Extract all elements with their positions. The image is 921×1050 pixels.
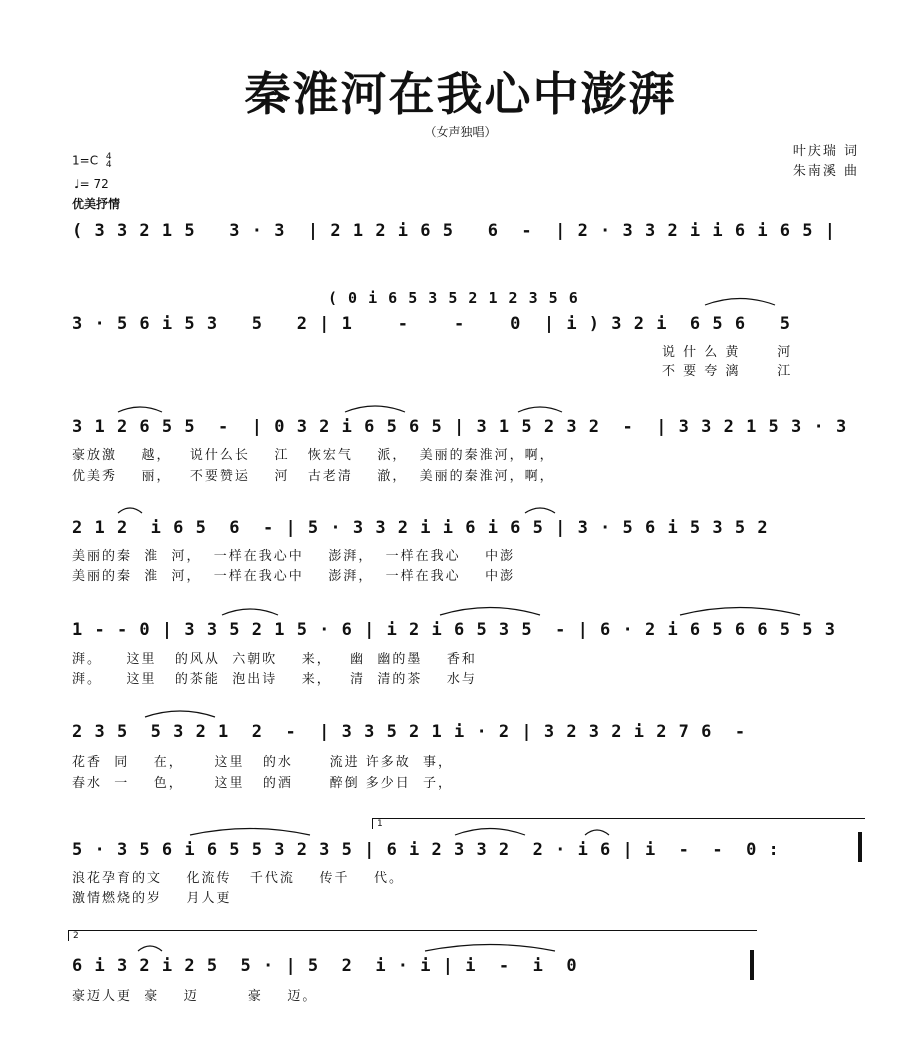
final-barline [750,950,754,980]
score-line-2: 3 · 5 6 i 5 3 5 2 | 1 - - 0 | i ) 3 2 i 6 5 6 5 [72,314,792,334]
expression-marking [72,195,120,212]
time-sig-top: 4 [105,152,112,162]
expression-text: 优美抒情 [72,197,121,211]
time-signature [106,153,112,169]
lyrics-line-7-verse-1: 浪花孕育的文 化流传 千代流 传千 代。 [72,871,404,886]
lyrics-line-7-verse-2: 激情燃烧的岁 月人更 [72,891,232,906]
lyrics-line-2-verse-2: 不 要 夸 漓 江 [662,364,793,379]
score-line-6: 2 3 5 5 3 2 1 2 - | 3 3 5 2 1 i · 2 | 3 2 3 2 i 2 7 6 - [72,722,747,742]
lyrics-line-6-verse-1: 花香 同 在， 这里 的水 流进 许多故 事， [72,755,454,770]
score-line-3: 3 1 2 6 5 5 - | 0 3 2 i 6 5 6 5 | 3 1 5 2 3 2 - | 3 3 2 1 5 3 · 3 [72,417,848,437]
song-title: 秦淮河在我心中澎湃 [244,67,677,121]
lyrics-line-3-verse-1: 豪放激 越， 说什么长 江 恢宏气 派， 美丽的秦淮河，啊， [72,448,555,463]
composer-credit: 朱南溪 曲 [792,164,859,179]
first-ending-bracket: 1 [372,818,865,829]
repeat-barline [858,832,862,862]
tempo-marking: ♩= 72 [74,177,109,191]
score-line-1: ( 3 3 2 1 5 3 · 3 | 2 1 2 i 6 5 6 - | 2 · 3 3 2 i i 6 i 6 5 | [72,221,836,241]
key-text: 1=C [72,153,99,168]
intro-bracket: ( 0 i 6 5 3 5 2 1 2 3 5 6 [328,289,579,307]
score-line-5: 1 - - 0 | 3 3 5 2 1 5 · 6 | i 2 i 6 5 3 5 - | 6 · 2 i 6 5 6 6 5 5 3 [72,620,836,640]
performance-note: （女声独唱） [424,125,497,139]
score-line-8: 6 i 3 2 i 2 5 5 · | 5 2 i · i | i - i 0 [72,956,578,976]
key-signature [72,153,112,169]
second-ending-bracket: 2 [68,930,757,941]
lyrics-line-8: 豪迈人更 豪 迈 豪 迈。 [72,989,318,1004]
lyrics-line-4-verse-2: 美丽的秦 淮 河， 一样在我心中 澎湃， 一样在我心 中澎 [72,569,516,584]
lyrics-line-4-verse-1: 美丽的秦 淮 河， 一样在我心中 澎湃， 一样在我心 中澎 [72,549,516,564]
lyrics-line-2-verse-1: 说 什 么 黄 河 [662,345,793,360]
lyrics-line-5-verse-1: 湃。 这里 的风从 六朝吹 来， 幽 幽的墨 香和 [72,652,477,667]
lyrics-line-5-verse-2: 湃。 这里 的茶能 泡出诗 来， 清 清的茶 水与 [72,672,477,687]
score-line-7: 5 · 3 5 6 i 6 5 5 3 2 3 5 | 6 i 2 3 3 2 2 · i 6 | i - - 0 : [72,840,780,860]
lyrics-line-3-verse-2: 优美秀 丽， 不要赞运 河 古老清 澈， 美丽的秦淮河，啊， [72,469,555,484]
score-line-4: 2 1 2 i 6 5 6 - | 5 · 3 3 2 i i 6 i 6 5 | 3 · 5 6 i 5 3 5 2 [72,518,769,538]
lyricist-credit: 叶庆瑞 词 [792,144,859,159]
time-sig-bottom: 4 [105,160,112,170]
lyrics-line-6-verse-2: 春水 一 色， 这里 的酒 醉倒 多少日 子， [72,776,454,791]
